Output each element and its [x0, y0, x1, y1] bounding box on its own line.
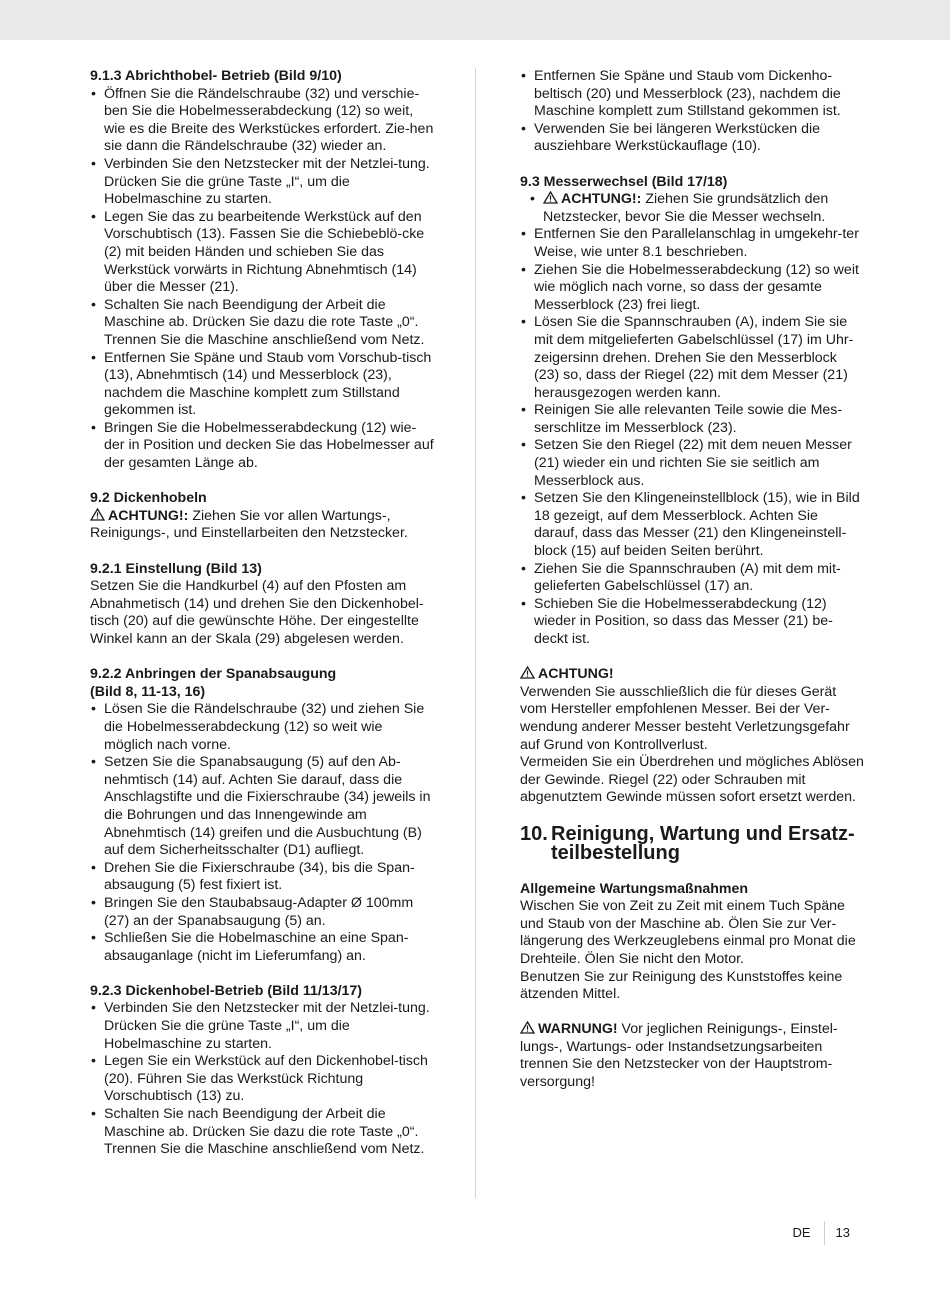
list-item: • Setzen Sie den Klingeneinstellblock (15), wie in Bild 18 gezeigt, auf dem Messerblock. Achten Sie darauf, dass das Messer (21) den Klingeneinstell-block (15) auf beiden Seiten berührt. [520, 490, 865, 560]
list-item: • Reinigen Sie alle relevanten Teile sowie die Mes-serschlitze im Messerblock (23). [520, 402, 865, 437]
warning-label: WARNUNG! [538, 1021, 618, 1038]
chapter-number: 10. [520, 822, 548, 845]
section-9-3 [520, 174, 865, 649]
warning-label: ACHTUNG!: [108, 507, 189, 524]
section-heading: 9.2 Dickenhobeln [90, 490, 207, 507]
list-item: • Schließen Sie die Hobelmaschine an eine Span-absauganlage (nicht im Lieferumfang) an. [90, 930, 435, 965]
warning-text: Vor jeglichen Reinigungs-, Einstel-lungs-, Wartungs- oder Instandsetzungsarbeiten trennen Sie den Netzstecker von der Hauptstrom-versorgung! [520, 1021, 838, 1091]
list-item: • Ziehen Sie die Spannschrauben (A) mit dem mit-gelieferten Gabelschlüssel (17) an. [520, 561, 865, 596]
section-9-2-1 [90, 561, 435, 649]
paragraph: Benutzen Sie zur Reinigung des Kunststoffes keine ätzenden Mittel. [520, 968, 843, 1003]
list-item: • Setzen Sie den Riegel (22) mit dem neuen Messer (21) wieder ein und richten Sie sie seitlich am Messerblock aus. [520, 437, 865, 490]
language-code: DE [792, 1225, 811, 1241]
bullet-list [90, 86, 435, 473]
list-item: • Entfernen Sie Späne und Staub vom Vorschub-tisch (13), Abnehmtisch (14) und Messerblock (23), nachdem die Maschine komplett zum Stillstand gekommen ist. [90, 350, 435, 420]
section-9-2 [90, 490, 435, 543]
list-item: • Entfernen Sie den Parallelanschlag in umgekehr-ter Weise, wie unter 8.1 beschrieben. [520, 226, 865, 261]
section-heading: 9.1.3 Abrichthobel- Betrieb (Bild 9/10) [90, 68, 342, 84]
section-continued [520, 68, 865, 156]
warning-triangle-icon [520, 1021, 535, 1034]
achtung-heading [520, 666, 865, 684]
paragraph: Vermeiden Sie ein Überdrehen und mögliches Ablösen der Gewinde. Riegel (22) oder Schrauben mit abgenutztem Gewinde müssen sofort ersetzt werden. [520, 754, 864, 806]
list-item: • Ziehen Sie die Hobelmesserabdeckung (12) so weit wie möglich nach vorne, so dass der gesamte Messerblock (23) frei liegt. [520, 262, 865, 315]
list-item: • Drehen Sie die Fixierschraube (34), bis die Span-absaugung (5) fest fixiert ist. [90, 860, 435, 895]
chapter-title: Reinigung, Wartung und Ersatz-teilbestellung [551, 822, 855, 864]
page-footer [792, 1221, 850, 1245]
list-item: • Legen Sie ein Werkstück auf den Dickenhobel-tisch (20). Führen Sie das Werkstück Richtung Vorschubtisch (13) zu. [90, 1053, 435, 1106]
warning-paragraph [90, 508, 435, 543]
achtung-block [520, 666, 865, 807]
column-divider [475, 68, 476, 1198]
list-item: • Entfernen Sie Späne und Staub vom Dickenho-beltisch (20) und Messerblock (23), nachdem die Maschine komplett zum Stillstand gekommen ist. [520, 68, 865, 121]
bullet-list [90, 701, 435, 965]
list-item: • Setzen Sie die Spanabsaugung (5) auf den Ab-nehmtisch (14) auf. Achten Sie darauf, dass die Anschlagstifte und die Fixierschraube (34) jeweils in die Bohrungen und das Innengewinde am Abnehmtisch (14) greifen und die Ausbuchtung (B) auf dem Sicherheitsschalter (D1) aufliegt. [90, 754, 435, 860]
top-bar [0, 0, 950, 40]
list-item: • Verbinden Sie den Netzstecker mit der Netzlei-tung. Drücken Sie die grüne Taste „I“, um die Hobelmaschine zu starten. [90, 1000, 435, 1053]
paragraph: Setzen Sie die Handkurbel (4) auf den Pfosten am Abnahmetisch (14) und drehen Sie den Dickenhobel-tisch (20) auf die gewünschte Höhe. Der eingestellte Winkel kann an der Skala (29) abgelesen werden. [90, 578, 424, 647]
achtung-label: ACHTUNG! [538, 666, 614, 683]
section-heading: Allgemeine Wartungsmaßnahmen [520, 880, 749, 897]
section-heading: 9.2.2 Anbringen der Spanabsaugung [90, 666, 337, 683]
warning-label: ACHTUNG!: [561, 191, 642, 208]
bullet-list [90, 1000, 435, 1158]
bullet-list [520, 191, 865, 648]
chapter-heading [520, 822, 865, 864]
list-item: • Lösen Sie die Spannschrauben (A), indem Sie sie mit dem mitgelieferten Gabelschlüssel (17) im Uhr-zeigersinn drehen. Drehen Sie den Messerblock (23) so, dass der Riegel (22) mit dem Messer (21) herausgezogen werden kann. [520, 314, 865, 402]
list-item-warning [520, 191, 865, 226]
list-item: • Lösen Sie die Rändelschraube (32) und ziehen Sie die Hobelmesserabdeckung (12) so weit wie möglich nach vorne. [90, 701, 435, 754]
warnung-block [520, 1021, 865, 1091]
bullet-list [520, 68, 865, 156]
left-column [90, 68, 435, 1176]
list-item: • Schieben Sie die Hobelmesserabdeckung (12) wieder in Position, so dass das Messer (21) be-deckt ist. [520, 596, 865, 649]
list-item: • Bringen Sie den Staubabsaug-Adapter Ø 100mm (27) an der Spanabsaugung (5) an. [90, 895, 435, 930]
warning-triangle-icon [520, 666, 535, 679]
warning-paragraph [520, 1021, 865, 1091]
section-heading-subline: (Bild 8, 11-13, 16) [90, 683, 206, 700]
list-item: • Schalten Sie nach Beendigung der Arbeit die Maschine ab. Drücken Sie dazu die rote Taste „0“. Trennen Sie die Maschine anschließend vom Netz. [90, 1106, 435, 1159]
list-item: • Bringen Sie die Hobelmesserabdeckung (12) wie-der in Position und decken Sie das Hobelmesser auf der gesamten Länge ab. [90, 420, 435, 473]
section-9-1-3 [90, 68, 435, 473]
page-number: 13 [835, 1225, 850, 1241]
list-item: • Schalten Sie nach Beendigung der Arbeit die Maschine ab. Drücken Sie dazu die rote Taste „0“. Trennen Sie die Maschine anschließend vom Netz. [90, 297, 435, 350]
warning-text: Ziehen Sie grundsätzlich den Netzstecker, bevor Sie die Messer wechseln. [543, 191, 829, 225]
warning-triangle-icon [543, 191, 558, 204]
list-item: • Verbinden Sie den Netzstecker mit der Netzlei-tung. Drücken Sie die grüne Taste „I“, um die Hobelmaschine zu starten. [90, 156, 435, 209]
paragraph: Wischen Sie von Zeit zu Zeit mit einem Tuch Späne und Staub von der Maschine ab. Ölen Sie zur Ver-längerung des Werkzeuglebens einmal pro Monat die Drehteile. Ölen Sie nicht den Motor. [520, 898, 856, 967]
list-item: • Legen Sie das zu bearbeitende Werkstück auf den Vorschubtisch (13). Fassen Sie die Schiebeblö-cke (2) mit beiden Händen und schieben Sie das Werkstück vorwärts in Richtung Abnehmtisch (14) über die Messer (21). [90, 209, 435, 297]
paragraph: Verwenden Sie ausschließlich die für dieses Gerät vom Hersteller empfohlenen Messer. Bei der Ver-wendung anderer Messer besteht Verletzungsgefahr auf Grund von Kontrollverlust. [520, 683, 850, 753]
warning-text: Ziehen Sie vor allen Wartungs-, Reinigungs-, und Einstellarbeiten den Netzstecker. [90, 507, 408, 542]
section-heading: 9.2.3 Dickenhobel-Betrieb (Bild 11/13/17) [90, 982, 363, 999]
warning-triangle-icon [90, 508, 105, 521]
section-wartung [520, 881, 865, 1004]
section-9-2-2 [90, 666, 435, 965]
list-item: • Öffnen Sie die Rändelschraube (32) und verschie-ben Sie die Hobelmesserabdeckung (12) so weit, wie es die Breite des Werkstückes erfordert. Zie-hen sie dann die Rändelschraube (32) wieder an. [90, 86, 435, 156]
section-heading: 9.2.1 Einstellung (Bild 13) [90, 560, 262, 577]
right-column [520, 68, 865, 1109]
section-9-2-3 [90, 983, 435, 1159]
section-heading: 9.3 Messerwechsel (Bild 17/18) [520, 173, 728, 190]
list-item: • Verwenden Sie bei längeren Werkstücken die ausziehbare Werkstückauflage (10). [520, 121, 865, 156]
